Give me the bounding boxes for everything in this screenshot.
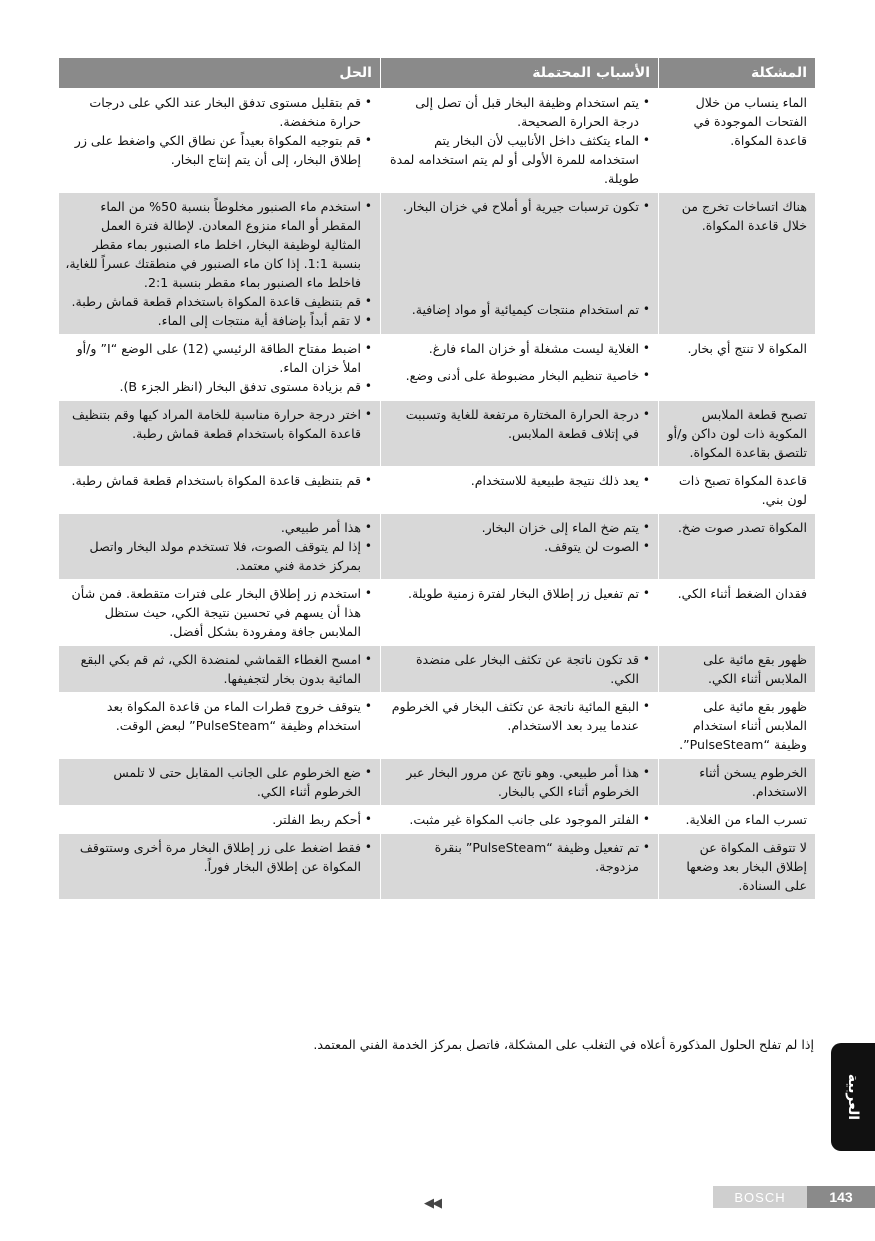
cause-item: • البقع المائية ناتجة عن تكثف البخار في الخرطوم عندما يبرد بعد الاستخدام. (387, 697, 650, 735)
causes-cell (381, 759, 658, 806)
brand-label: BOSCH (713, 1186, 807, 1208)
problem-cell: المكواة تصدر صوت ضخ. (659, 514, 815, 580)
solution-cell (59, 467, 380, 514)
cause-item: • قد تكون ناتجة عن تكثف البخار على منضدة الكي. (387, 650, 650, 688)
table-row (59, 467, 815, 514)
causes-cell (381, 401, 658, 467)
footnote: إذا لم تفلح الحلول المذكورة أعلاه في التغلب على المشكلة، فاتصل بمركز الخدمة الفني المعتمد. (313, 1037, 814, 1052)
causes-cell (381, 335, 658, 401)
table-row (59, 401, 815, 467)
problem-cell: تصبح قطعة الملابس المكوية ذات لون داكن و/أو تلتصق بقاعدة المكواة. (659, 401, 815, 467)
solution-item: • قم بزيادة مستوى تدفق البخار (انظر الجزء B). (65, 377, 372, 396)
problem-cell: فقدان الضغط أثناء الكي. (659, 580, 815, 646)
solution-item: • استخدم ماء الصنبور مخلوطاً بنسبة 50% من الماء المقطر أو الماء منزوع المعادن. لإطالة فترة العمل المثالية لوظيفة البخار، اخلط ماء الصنبور بماء مقطر بنسبة 1:1. إذا كان ماء الصنبور في منطقتك عسراً للغاية، فاخلط ماء الصنبور بماء مقطر بنسبة 2:1. (65, 197, 372, 292)
header-solution: الحل (59, 58, 380, 89)
table-row (59, 193, 815, 335)
cause-item: • الماء يتكثف داخل الأنابيب لأن البخار يتم استخدامه للمرة الأولى أو لم يتم استخدامه لمدة طويلة. (387, 131, 650, 188)
table-row (59, 580, 815, 646)
cause-item: • الفلتر الموجود على جانب المكواة غير مثبت. (387, 810, 650, 829)
solution-item: • قم بتنظيف قاعدة المكواة باستخدام قطعة قماش رطبة. (65, 292, 372, 311)
table-row (59, 89, 815, 193)
causes-cell (381, 806, 658, 834)
cause-item: • الصوت لن يتوقف. (387, 537, 650, 556)
problem-cell: لا تتوقف المكواة عن إطلاق البخار بعد وضعها على السنادة. (659, 834, 815, 900)
solution-item: • أحكم ربط الفلتر. (65, 810, 372, 829)
solution-cell (59, 580, 380, 646)
solution-cell (59, 834, 380, 900)
solution-item: • اختر درجة حرارة مناسبة للخامة المراد كيها وقم بتنظيف قاعدة المكواة باستخدام قطعة قماش رطبة. (65, 405, 372, 443)
causes-cell (381, 467, 658, 514)
causes-cell (381, 693, 658, 759)
cause-item: • درجة الحرارة المختارة مرتفعة للغاية وتسببت في إتلاف قطعة الملابس. (387, 405, 650, 443)
causes-cell (381, 89, 658, 193)
causes-cell (381, 580, 658, 646)
solution-cell (59, 514, 380, 580)
solution-item: • إذا لم يتوقف الصوت، فلا تستخدم مولد البخار واتصل بمركز خدمة فني معتمد. (65, 537, 372, 575)
cause-item: • يعد ذلك نتيجة طبيعية للاستخدام. (387, 471, 650, 490)
table-row (59, 646, 815, 693)
solution-cell (59, 89, 380, 193)
header-problem: المشكلة (659, 58, 815, 89)
problem-cell: المكواة لا تنتج أي بخار. (659, 335, 815, 401)
table-row (59, 335, 815, 401)
problem-cell: قاعدة المكواة تصبح ذات لون بني. (659, 467, 815, 514)
cause-item: • تم تفعيل زر إطلاق البخار لفترة زمنية طويلة. (387, 584, 650, 603)
causes-cell (381, 834, 658, 900)
solution-item: • قم بتقليل مستوى تدفق البخار عند الكي على درجات حرارة منخفضة. (65, 93, 372, 131)
table-row (59, 514, 815, 580)
table-row (59, 806, 815, 834)
causes-cell (381, 646, 658, 693)
cause-item: • يتم استخدام وظيفة البخار قبل أن تصل إلى درجة الحرارة الصحيحة. (387, 93, 650, 131)
problem-cell: هناك اتساخات تخرج من خلال قاعدة المكواة. (659, 193, 815, 335)
solution-item: • قم بتنظيف قاعدة المكواة باستخدام قطعة قماش رطبة. (65, 471, 372, 490)
solution-cell (59, 806, 380, 834)
solution-item: • امسح الغطاء القماشي لمنضدة الكي، ثم قم بكي البقع المائية بدون بخار لتجفيفها. (65, 650, 372, 688)
solution-item: • قم بتوجيه المكواة بعيداً عن نطاق الكي واضغط على زر إطلاق البخار، إلى أن يتم إنتاج البخار. (65, 131, 372, 169)
solution-item: • استخدم زر إطلاق البخار على فترات متقطعة. فمن شأن هذا أن يسهم في تحسين نتيجة الكي، حيث ستظل الملابس جافة ومفرودة بشكل أفضل. (65, 584, 372, 641)
solution-item: • ضع الخرطوم على الجانب المقابل حتى لا تلمس الخرطوم أثناء الكي. (65, 763, 372, 801)
cause-item: • تم استخدام منتجات كيميائية أو مواد إضافية. (387, 300, 650, 319)
table-row (59, 834, 815, 900)
solution-cell (59, 646, 380, 693)
solution-cell (59, 193, 380, 335)
solution-item: • فقط اضغط على زر إطلاق البخار مرة أخرى وستتوقف المكواة عن إطلاق البخار فوراً. (65, 838, 372, 876)
table-header-row (59, 58, 815, 89)
solution-item: • لا تقم أبداً بإضافة أية منتجات إلى الماء. (65, 311, 372, 330)
cause-item: • تكون ترسبات جيرية أو أملاح في خزان البخار. (387, 197, 650, 216)
language-tab-label: العربية (845, 1073, 862, 1121)
problem-cell: الخرطوم يسخن أثناء الاستخدام. (659, 759, 815, 806)
causes-cell (381, 193, 658, 335)
table-row (59, 693, 815, 759)
back-arrows-icon[interactable]: ◀◀ (424, 1196, 440, 1211)
problem-cell: ظهور بقع مائية على الملابس أثناء الكي. (659, 646, 815, 693)
page-number: 143 (807, 1186, 875, 1208)
solution-item: • هذا أمر طبيعي. (65, 518, 372, 537)
cause-item: • هذا أمر طبيعي. وهو ناتج عن مرور البخار عبر الخرطوم أثناء الكي بالبخار. (387, 763, 650, 801)
solution-item: • يتوقف خروج قطرات الماء من قاعدة المكواة بعد استخدام وظيفة “PulseSteam” لبعض الوقت. (65, 697, 372, 735)
problem-cell: ظهور بقع مائية على الملابس أثناء استخدام وظيفة “PulseSteam”. (659, 693, 815, 759)
solution-cell (59, 335, 380, 401)
solution-cell (59, 693, 380, 759)
header-causes: الأسباب المحتملة (381, 58, 658, 89)
causes-cell (381, 514, 658, 580)
cause-item: • خاصية تنظيم البخار مضبوطة على أدنى وضع. (387, 366, 650, 385)
solution-item: • اضبط مفتاح الطاقة الرئيسي (12) على الوضع “I” و/أو املأ خزان الماء. (65, 339, 372, 377)
solution-cell (59, 401, 380, 467)
problem-cell: الماء ينساب من خلال الفتحات الموجودة في قاعدة المكواة. (659, 89, 815, 193)
cause-item: • تم تفعيل وظيفة “PulseSteam” بنقرة مزدوجة. (387, 838, 650, 876)
table-row (59, 759, 815, 806)
language-tab (831, 1043, 875, 1151)
solution-cell (59, 759, 380, 806)
cause-item: • يتم ضخ الماء إلى خزان البخار. (387, 518, 650, 537)
problem-cell: تسرب الماء من الغلاية. (659, 806, 815, 834)
cause-item: • الغلاية ليست مشغلة أو خزان الماء فارغ. (387, 339, 650, 358)
troubleshooting-table (58, 58, 816, 900)
